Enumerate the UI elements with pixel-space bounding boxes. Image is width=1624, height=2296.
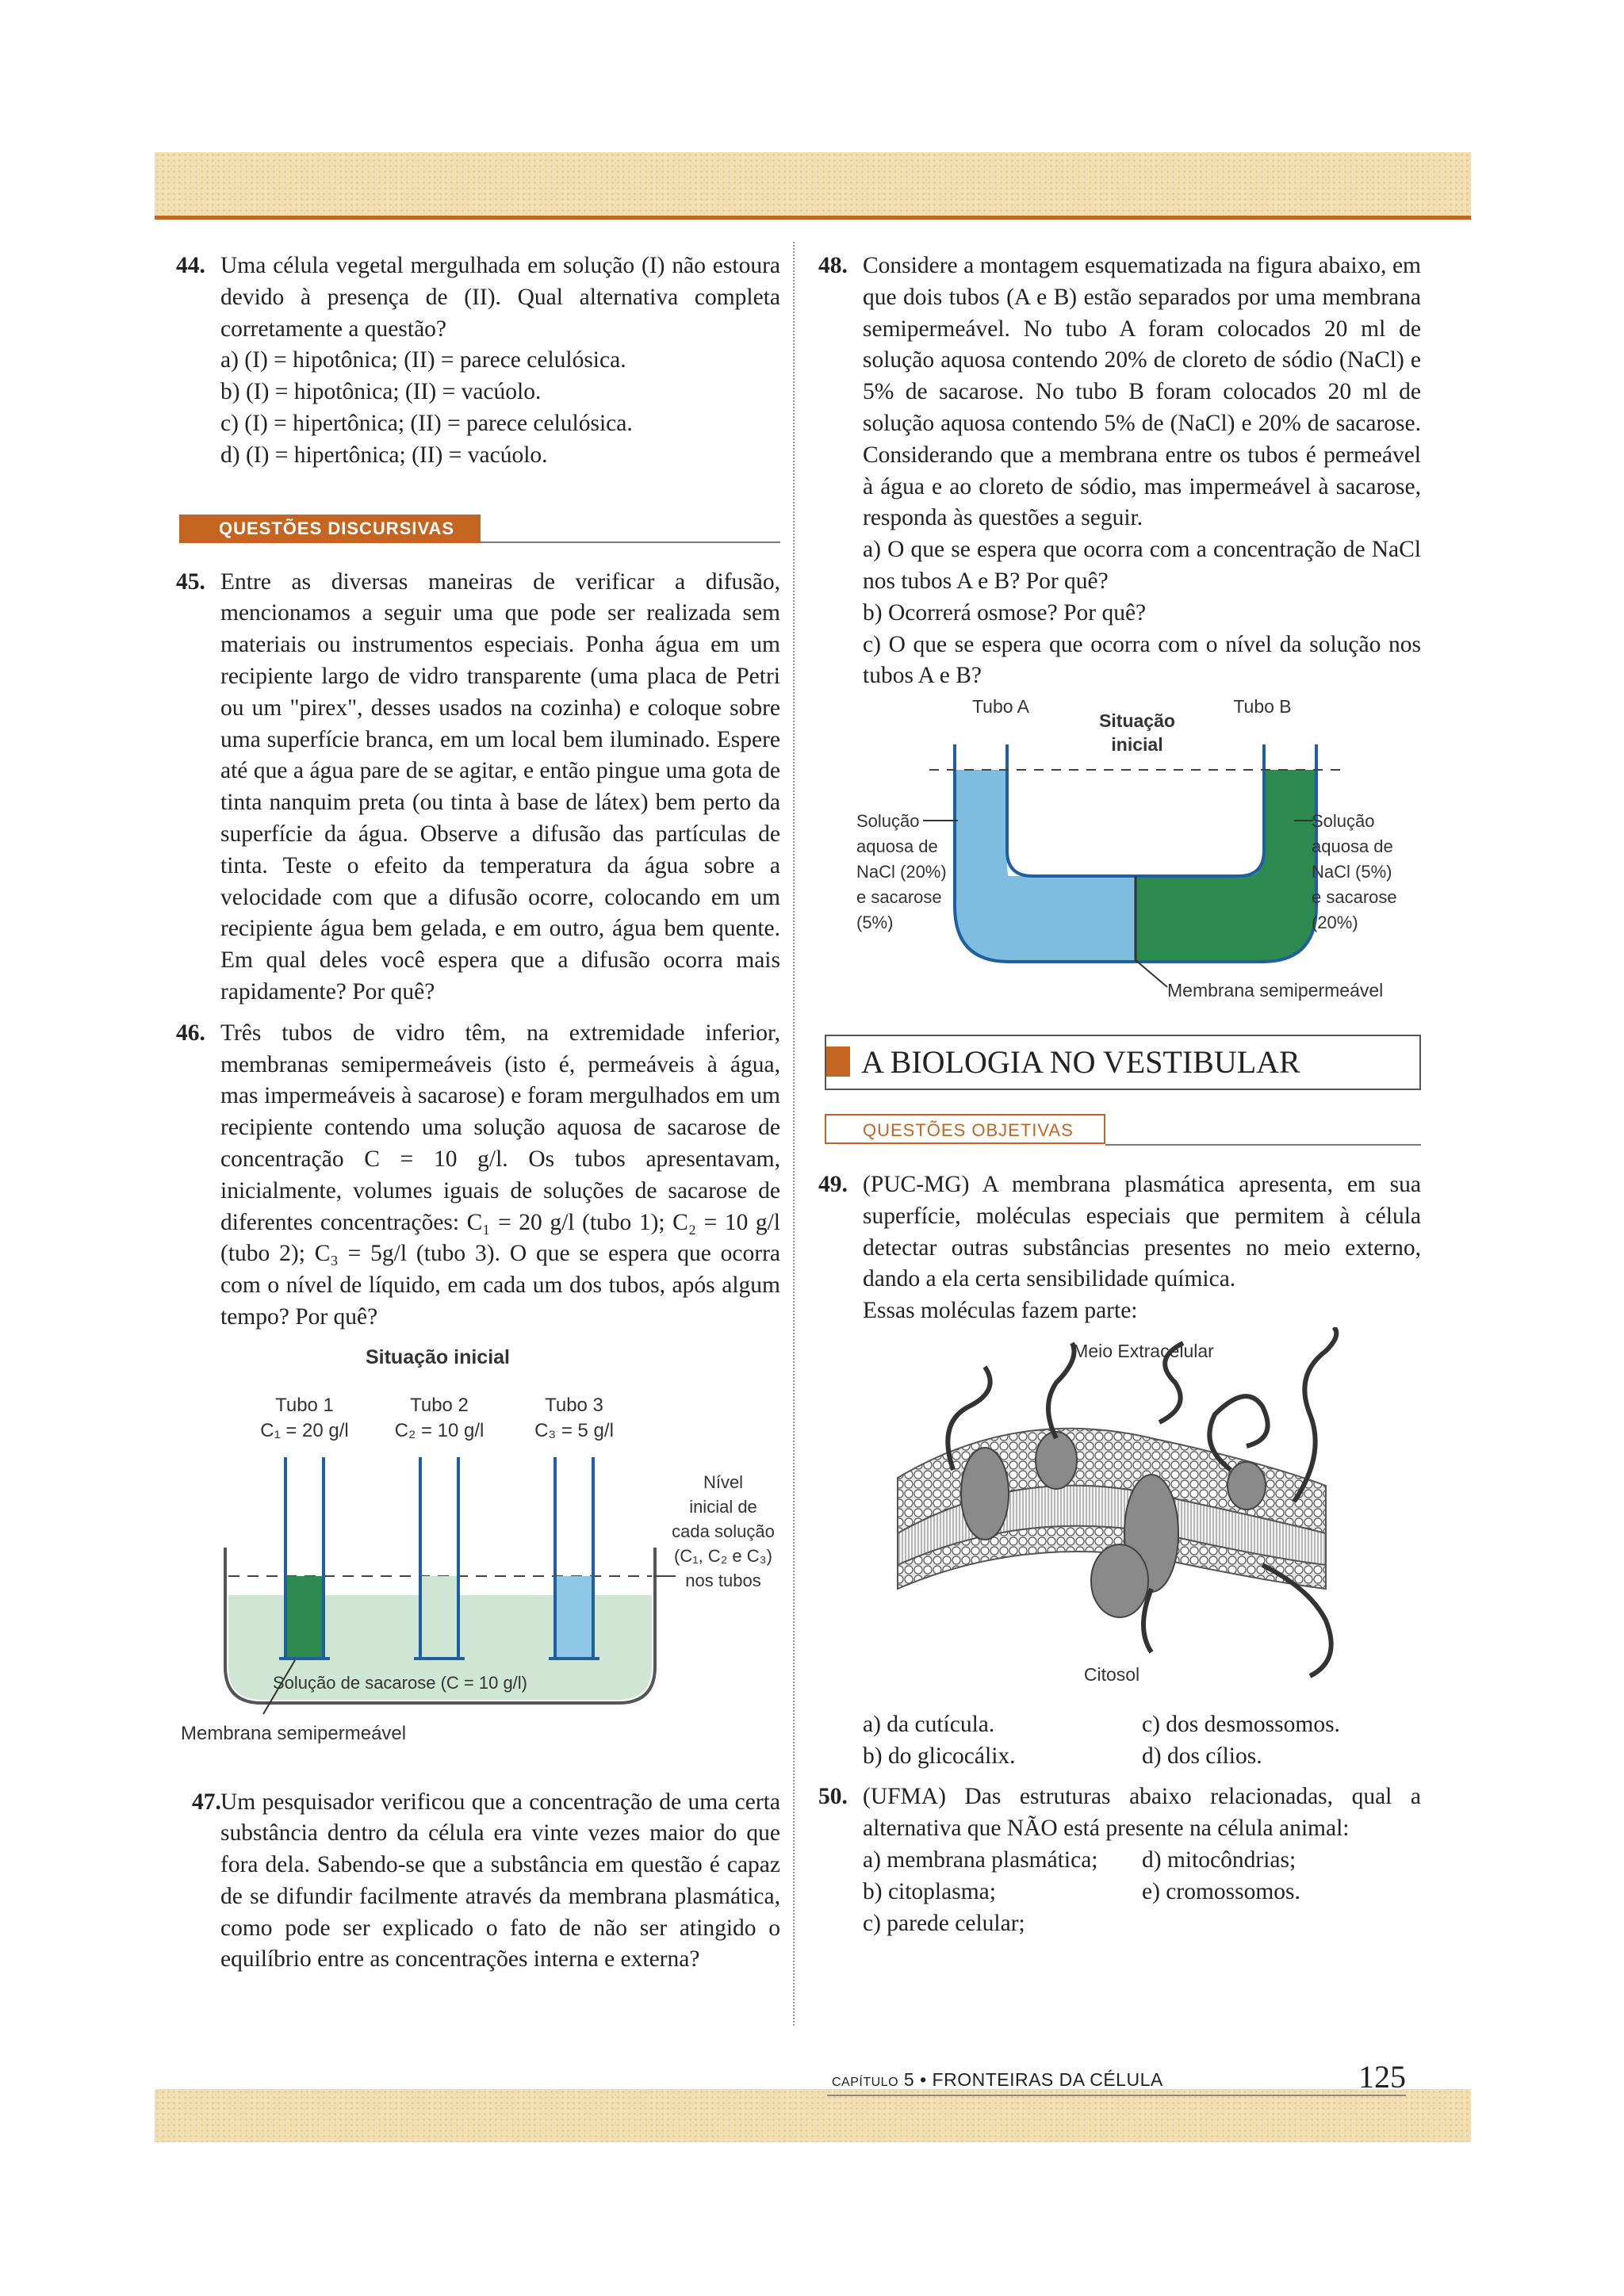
membrane-label: Membrana semipermeável	[181, 1722, 407, 1744]
option: e) cromossomos.	[1142, 1878, 1300, 1904]
page-footer	[827, 2059, 1406, 2095]
situation-title-1: Situação	[1099, 710, 1175, 732]
section-label: QUESTÕES OBJETIVAS	[825, 1114, 1105, 1144]
section-label: QUESTÕES DISCURSIVAS	[179, 515, 481, 543]
tube3-solution	[555, 1576, 593, 1659]
option: b) (I) = hipotônica; (II) = vacúolo.	[220, 379, 542, 405]
option: a) (I) = hipotônica; (II) = parece celulósica.	[220, 347, 626, 373]
question-number: 46.	[176, 1020, 205, 1046]
chapter-title: 5 • FRONTEIRAS DA CÉLULA	[903, 2069, 1163, 2090]
question-48	[818, 251, 1421, 692]
figure-three-tubes	[176, 1334, 780, 1771]
section-rule	[481, 541, 780, 543]
tube1-concentration: C₁ = 20 g/l	[260, 1419, 349, 1441]
question-49	[818, 1169, 1421, 1327]
question-number: 44.	[176, 253, 205, 278]
option: d) (I) = hipertônica; (II) = vacúolo.	[220, 442, 548, 468]
question-text: (UFMA) Das estruturas abaixo relacionadas, qual a alternativa que NÃO está presente na célula animal:	[863, 1784, 1421, 1842]
question-number: 47.	[192, 1789, 221, 1815]
vestibular-title: A BIOLOGIA NO VESTIBULAR	[861, 1043, 1300, 1080]
right-label-3: NaCl (5%)	[1312, 862, 1392, 882]
level-label-3: cada solução	[672, 1521, 775, 1541]
tube-a-solution	[955, 770, 1136, 962]
chapter-label	[832, 2069, 1163, 2091]
section-discursivas	[176, 515, 780, 543]
question-50	[818, 1781, 1421, 1845]
glycocalyx-chain	[1294, 1327, 1336, 1502]
tube1-solution	[285, 1576, 324, 1659]
header-rule	[155, 216, 1471, 220]
tube1-label: Tubo 1	[275, 1394, 334, 1416]
tube2-label: Tubo 2	[410, 1394, 469, 1416]
situation-title-2: inicial	[1111, 734, 1163, 756]
column-divider	[793, 242, 795, 2026]
question-47	[176, 1787, 780, 1976]
cytosol-label: Citosol	[1083, 1663, 1140, 1685]
option: c) dos desmossomos.	[1142, 1711, 1340, 1737]
page-number: 125	[1358, 2059, 1406, 2095]
q50-options	[818, 1845, 1421, 1939]
vestibular-box	[825, 1035, 1421, 1090]
option: a) membrana plasmática;	[863, 1846, 1098, 1873]
option: d) dos cílios.	[1142, 1743, 1262, 1769]
level-label-4: (C₁, C₂ e C₃)	[674, 1545, 772, 1566]
q49-options	[818, 1709, 1421, 1773]
option: c) (I) = hipertônica; (II) = parece celulósica.	[220, 410, 633, 436]
protein	[1036, 1432, 1077, 1489]
extracellular-label: Meio Extracelular	[1073, 1340, 1214, 1361]
tube-a-label: Tubo A	[971, 696, 1030, 718]
question-number: 49.	[818, 1171, 848, 1197]
left-label-2: aquosa de	[856, 836, 938, 857]
question-44	[176, 251, 780, 472]
tube2-concentration: C₂ = 10 g/l	[394, 1419, 485, 1441]
question-46	[176, 1018, 780, 1334]
glycocalyx-chain	[1048, 1343, 1074, 1438]
protein	[1228, 1462, 1266, 1510]
right-column	[818, 251, 1421, 1939]
option: c) O que se espera que ocorra com o nível da solução nos tubos A e B?	[863, 631, 1421, 689]
right-label-4: e sacarose	[1312, 887, 1397, 908]
right-label-1: Solução	[1312, 811, 1375, 832]
tube3-concentration: C₃ = 5 g/l	[534, 1419, 614, 1441]
question-text-2: Essas moléculas fazem parte:	[863, 1298, 1138, 1324]
question-45	[176, 567, 780, 1008]
protein	[1091, 1544, 1148, 1617]
level-label-5: nos tubos	[685, 1570, 761, 1590]
level-label-1: Nível	[703, 1471, 744, 1492]
question-text: Um pesquisador verificou que a concentração de uma certa substância dentro da célula era vinte vezes maior do que fora dela. Sabendo-se que a substância em questão é capaz de se difundir facilmente através da membrana plasmática, como pode ser explicado o fato de não ser atingido o equilíbrio entre as concentrações interna e externa?	[220, 1789, 780, 1973]
figure-u-tube	[818, 692, 1421, 1012]
left-label-4: e sacarose	[856, 887, 942, 908]
right-label-2: aquosa de	[1312, 836, 1393, 857]
question-number: 45.	[176, 568, 205, 595]
question-number: 50.	[818, 1784, 848, 1810]
vestibular-square	[826, 1047, 850, 1077]
question-number: 48.	[818, 253, 848, 278]
left-label-1: Solução	[856, 811, 920, 832]
solution-label: Solução de sacarose (C = 10 g/l)	[273, 1672, 528, 1693]
left-column	[176, 251, 780, 1976]
question-text: Entre as diversas maneiras de verificar a difusão, mencionamos a seguir uma que pode ser realizada sem materiais ou instrumentos especiais. Ponha água em um recipiente largo de vidro transparente (uma placa de Petri ou um "pirex", desses usados na cozinha) e coloque sobre uma superfície branca, em um local bem iluminado. Espere até que a água pare de se agitar, e então pingue uma gota de tinta nanquim preta (ou tinta à base de látex) bem perto da superfície da água. Observe a difusão das partículas de tinta. Teste o efeito da temperatura da água sobre a velocidade com que a difusão ocorre, colocando em um recipiente água bem gelada, e em outro, água bem quente. Em qual deles você espera que a difusão ocorra mais rapidamente? Por quê?	[220, 568, 780, 1004]
option: b) do glicocálix.	[863, 1743, 1016, 1769]
question-text: (PUC-MG) A membrana plasmática apresenta, em sua superfície, moléculas especiais que permitem à célula detectar outras substâncias presentes no meio externo, dando a ela certa sensibilidade química.	[863, 1171, 1421, 1292]
left-label-5: (5%)	[856, 913, 894, 933]
level-label-2: inicial de	[689, 1496, 757, 1517]
question-text: Três tubos de vidro têm, na extremidade inferior, membranas semipermeáveis (isto é, permeáveis à água, mas impermeáveis à sacarose) e foram mergulhados em um recipiente contendo uma solução aquosa de sacarose de concentração C = 10 g/l. Os tubos apresentavam, inicialmente, volumes iguais de soluções de sacarose de diferentes concentrações: C₁ = 20 g/l (tubo 1); C₂ = 10 g/l (tubo 2); C₃ = 5g/l (tubo 3). O que se espera que ocorra com o nível de líquido, em cada um dos tubos, após algum tempo? Por quê?	[220, 1020, 780, 1330]
option: b) Ocorrerá osmose? Por quê?	[863, 599, 1147, 626]
protein	[961, 1448, 1009, 1540]
option: a) O que se espera que ocorra com a concentração de NaCl nos tubos A e B? Por quê?	[863, 537, 1421, 594]
tube-b-solution	[1136, 770, 1316, 962]
membrane-pointer	[1136, 960, 1167, 987]
option: a) da cutícula.	[863, 1711, 995, 1737]
tube-b-label: Tubo B	[1233, 696, 1292, 718]
option: b) citoplasma;	[863, 1878, 996, 1904]
u-tube-diagram	[818, 692, 1421, 1003]
figure-title: Situação inicial	[365, 1345, 511, 1368]
header-band	[155, 152, 1471, 220]
u-tube-inner-wall	[1007, 744, 1264, 876]
question-text: Uma célula vegetal mergulhada em solução (I) não estoura devido à presença de (II). Qual alternativa completa corretamente a questão?	[220, 253, 780, 342]
footer-rule	[827, 2095, 1406, 2096]
chapter-prefix: CAPÍTULO	[832, 2076, 899, 2089]
left-label-3: NaCl (20%)	[856, 862, 947, 882]
three-tubes-diagram	[176, 1334, 780, 1762]
question-text: Considere a montagem esquematizada na figura abaixo, em que dois tubos (A e B) estão separados por uma membrana semipermeável. No tubo A foram colocados 20 ml de solução aquosa contendo 20% de cloreto de sódio (NaCl) e 5% de sacarose. No tubo B foram colocados 20 ml de solução aquosa contendo 5% de (NaCl) e 20% de sacarose. Considerando que a membrana entre os tubos é permeável à água e ao cloreto de sódio, mas impermeável à sacarose, responda às questões a seguir.	[863, 253, 1421, 531]
right-label-5: (20%)	[1312, 913, 1358, 933]
section-rule	[1105, 1144, 1421, 1146]
section-objetivas	[825, 1114, 1421, 1146]
option: d) mitocôndrias;	[1142, 1846, 1297, 1873]
membrane-label: Membrana semipermeável	[1167, 980, 1384, 1001]
tube3-label: Tubo 3	[545, 1394, 603, 1416]
membrane-diagram	[818, 1327, 1421, 1692]
figure-membrane	[818, 1327, 1421, 1701]
footer-band	[155, 2089, 1471, 2142]
tube2-solution	[420, 1576, 458, 1659]
option: c) parede celular;	[863, 1910, 1025, 1936]
